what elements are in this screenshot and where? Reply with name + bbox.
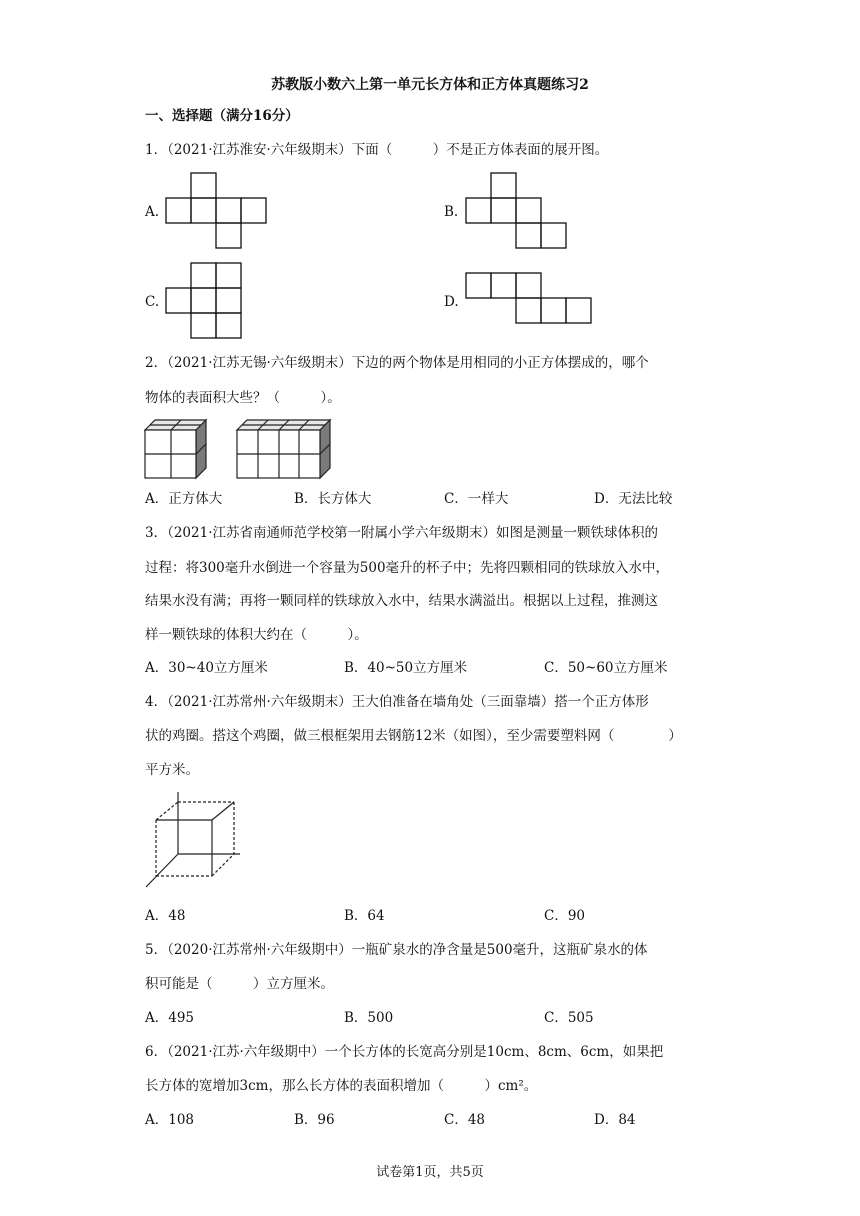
q1-option-a-label: A. [145,204,160,220]
q2-cuboid-figure [236,418,332,480]
question-4-line3: 平方米。 [145,762,199,778]
q1-net-b [465,172,571,250]
question-3-line2: 过程：将300毫升水倒进一个容量为500毫升的杯子中；先将四颗相同的铁球放入水中， [145,560,670,576]
q1-option-c-label: C. [145,294,160,310]
q1-net-d [465,272,597,328]
q2-option-c: C．一样大 [444,491,509,507]
q5-option-c: C．505 [544,1010,594,1026]
q2-cube-figure [144,418,208,480]
question-5-line2: 积可能是（ ）立方厘米。 [145,976,334,992]
document-title: 苏教版小数六上第一单元长方体和正方体真题练习2 [271,77,589,93]
question-1-stem: 1．（2021·江苏淮安·六年级期末）下面（ ）不是正方体表面的展开图。 [145,142,609,158]
question-3-line3: 结果水没有满；再将一颗同样的铁球放入水中，结果水满溢出。根据以上过程，推测这 [145,593,658,609]
q6-option-d: D．84 [594,1112,636,1128]
question-6-line2: 长方体的宽增加3cm，那么长方体的表面积增加（ ）cm²。 [145,1078,538,1094]
q1-net-c [165,262,245,342]
q5-option-b: B．500 [344,1010,394,1026]
page-footer: 试卷第1页，共5页 [376,1165,484,1180]
question-4-line2: 状的鸡圈。搭这个鸡圈，做三根框架用去钢筋12米（如图），至少需要塑料网（ ） [145,728,682,744]
question-6-line1: 6．（2021·江苏·六年级期中）一个长方体的长宽高分别是10cm、8cm、6cm，如果把 [145,1044,664,1060]
q6-option-c: C．48 [444,1112,486,1128]
q4-option-a: A．48 [145,908,186,924]
q2-option-a: A．正方体大 [145,491,223,507]
question-3-line1: 3．（2021·江苏省南通师范学校第一附属小学六年级期末）如图是测量一颗铁球体积的 [145,525,658,541]
q4-option-c: C．90 [544,908,586,924]
q3-option-a: A．30~40立方厘米 [145,660,268,676]
q4-corner-cube-figure [144,792,242,890]
q2-option-d: D．无法比较 [594,491,673,507]
q4-option-b: B．64 [344,908,385,924]
q5-option-a: A．495 [145,1010,195,1026]
q6-option-b: B．96 [294,1112,335,1128]
question-5-line1: 5．（2020·江苏常州·六年级期中）一瓶矿泉水的净含量是500毫升，这瓶矿泉水的体 [145,942,648,958]
q2-option-b: B．长方体大 [294,491,372,507]
q6-option-a: A．108 [145,1112,195,1128]
question-2-stem-line1: 2．（2021·江苏无锡·六年级期末）下边的两个物体是用相同的小正方体摆成的，哪个 [145,355,649,371]
q1-option-b-label: B. [444,204,459,220]
q1-net-a [165,172,271,250]
q3-option-c: C．50~60立方厘米 [544,660,668,676]
q1-option-d-label: D. [444,294,459,310]
section-heading: 一、选择题（满分16分） [145,108,299,124]
question-3-line4: 样一颗铁球的体积大约在（ ）。 [145,627,368,643]
question-2-stem-line2: 物体的表面积大些？（ ）。 [145,390,341,406]
q3-option-b: B．40~50立方厘米 [344,660,468,676]
question-4-line1: 4．（2021·江苏常州·六年级期末）王大伯准备在墙角处（三面靠墙）搭一个正方体形 [145,694,649,710]
